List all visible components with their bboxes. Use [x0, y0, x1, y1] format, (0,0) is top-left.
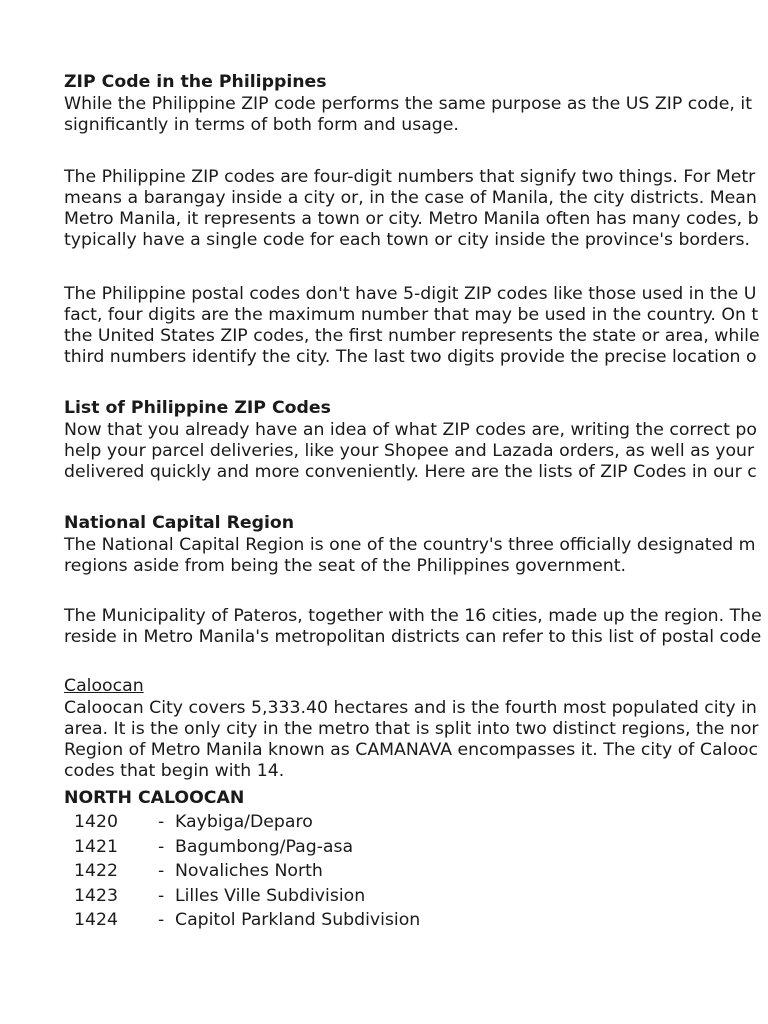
zip-code: 1423	[74, 885, 118, 906]
paragraph-zip-intro	[64, 94, 768, 136]
zip-code: 1424	[74, 910, 118, 930]
dash: -	[158, 836, 165, 857]
text-line: fact, four digits are the maximum number that may be used in the country. On t	[64, 305, 759, 325]
text-line: The Philippine postal codes don't have 5-digit ZIP codes like those used in the U	[64, 284, 757, 304]
list-item	[64, 810, 768, 835]
text-line: third numbers identify the city. The last two digits provide the precise location o	[64, 347, 757, 367]
text-line: area. It is the only city in the metro that is split into two distinct regions, the nor	[64, 719, 759, 739]
text-line: delivered quickly and more conveniently. Here are the lists of ZIP Codes in our c	[64, 462, 757, 482]
text-line: The Municipality of Pateros, together with the 16 cities, made up the region. The	[64, 606, 762, 626]
zip-code-list	[64, 810, 768, 933]
text-line: The National Capital Region is one of the country's three officially designated m	[64, 535, 756, 555]
dash: -	[158, 812, 165, 832]
zip-code: 1420	[74, 812, 118, 832]
paragraph-caloocan	[64, 698, 768, 782]
zip-place: Capitol Parkland Subdivision	[175, 910, 421, 930]
heading-national-capital-region: National Capital Region	[64, 513, 295, 533]
text-line: significantly in terms of both form and usage.	[64, 115, 459, 135]
text-line: The Philippine ZIP codes are four-digit numbers that signify two things. For Metr	[64, 167, 756, 187]
zip-code: 1422	[74, 861, 118, 881]
text-line: reside in Metro Manila's metropolitan districts can refer to this list of postal code	[64, 627, 762, 647]
text-line: Now that you already have an idea of what ZIP codes are, writing the correct po	[64, 420, 757, 440]
zip-place: Novaliches North	[175, 861, 323, 881]
text-line: means a barangay inside a city or, in the case of Manila, the city districts. Mean	[64, 188, 757, 208]
text-line: help your parcel deliveries, like your Shopee and Lazada orders, as well as your	[64, 441, 755, 461]
heading-list-zip-codes: List of Philippine ZIP Codes	[64, 398, 331, 418]
caloocan-link[interactable]: Caloocan	[64, 676, 144, 696]
list-item	[64, 859, 768, 884]
text-line: Region of Metro Manila known as CAMANAVA encompasses it. The city of Calooc	[64, 740, 758, 760]
zip-place: Kaybiga/Deparo	[175, 812, 313, 832]
text-line: Metro Manila, it represents a town or city. Metro Manila often has many codes, b	[64, 209, 759, 229]
paragraph-four-digit	[64, 167, 768, 251]
paragraph-ncr-intro	[64, 535, 768, 577]
paragraph-list-intro	[64, 420, 768, 483]
subheading-north-caloocan: NORTH CALOOCAN	[64, 788, 245, 808]
text-line: While the Philippine ZIP code performs the same purpose as the US ZIP code, it	[64, 94, 752, 114]
list-item	[64, 884, 768, 909]
text-line: codes that begin with 14.	[64, 761, 285, 781]
zip-place: Bagumbong/Pag-asa	[175, 836, 354, 857]
text-line: Caloocan City covers 5,333.40 hectares and is the fourth most populated city in	[64, 698, 757, 718]
paragraph-pateros	[64, 606, 768, 648]
zip-place: Lilles Ville Subdivision	[175, 885, 366, 906]
text-line: the United States ZIP codes, the first number represents the state or area, while	[64, 326, 760, 346]
heading-zip-code-philippines: ZIP Code in the Philippines	[64, 72, 327, 92]
paragraph-postal-codes	[64, 284, 768, 368]
dash: -	[158, 885, 165, 906]
list-item	[64, 835, 768, 860]
document-page	[64, 70, 768, 933]
text-line: regions aside from being the seat of the Philippines government.	[64, 556, 626, 576]
text-line: typically have a single code for each town or city inside the province's borders.	[64, 230, 750, 250]
dash: -	[158, 910, 165, 930]
zip-code: 1421	[74, 836, 118, 857]
list-item	[64, 908, 768, 933]
dash: -	[158, 861, 165, 881]
